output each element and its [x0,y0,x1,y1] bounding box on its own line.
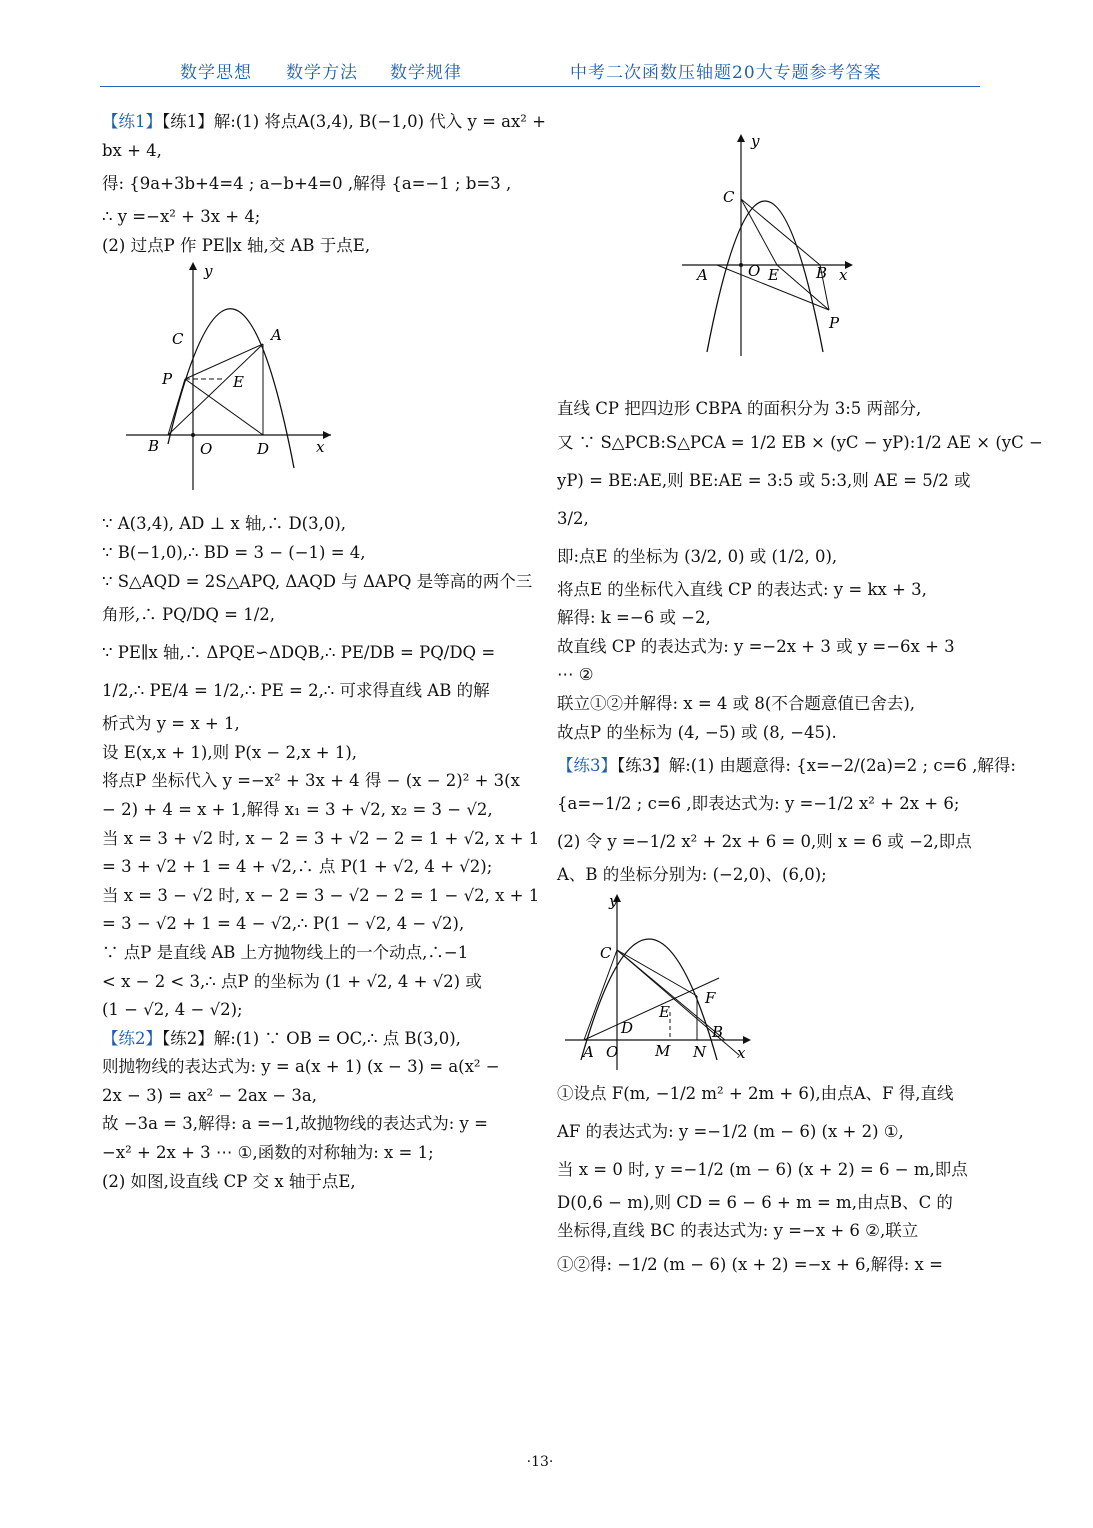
page-number: ·13· [526,1454,554,1470]
label-a: A [271,326,282,345]
text-line: 当 x = 3 + √2 时, x − 2 = 3 + √2 − 2 = 1 + √2, x + 1 [102,828,540,848]
label-e: E [233,373,244,392]
label-a: A [583,1042,594,1061]
text-line: 角形,∴ PQ/DQ = 1/2, [102,605,276,625]
text-line: ∵ PE∥x 轴,∴ ΔPQE∽ΔDQB,∴ PE/DB = PQ/DQ = [102,643,496,663]
text-line: = 3 − √2 + 1 = 4 − √2,∴ P(1 − √2, 4 − √2), [102,914,465,934]
text-line: (2) 如图,设直线 CP 交 x 轴于点E, [102,1171,356,1191]
text-line [557,747,1016,785]
text-line: yP) = BE:AE,则 BE:AE = 3:5 或 5:3,则 AE = 5/2 或 [557,470,971,490]
left-column [102,108,546,1196]
origin-point [191,433,195,437]
text-line: 故点P 的坐标为 (4, −5) 或 (8, −45). [557,722,837,742]
exercise-1-marker: 【练1】 [102,112,162,131]
label-x: x [839,266,848,284]
text-line: ①设点 F(m, −1/2 m² + 2m + 6),由点A、F 得,直线 [557,1083,954,1103]
text-line: 解得: k =−6 或 −2, [557,608,711,628]
label-n: N [693,1042,707,1061]
figure-2-parabola-diagram [667,130,1093,365]
text-line: 得: {9a+3b+4=4 ; a−b+4=0 ,解得 {a=−1 ; b=3 , [102,174,512,194]
label-e: E [768,266,779,284]
text-line: ∵ S△AQD = 2S△APQ, ΔAQD 与 ΔAPQ 是等高的两个三 [102,571,533,591]
label-p: P [829,314,840,332]
label-o: O [200,440,213,459]
figure-1-parabola-diagram [116,260,542,510]
text-line: (2) 过点P 作 PE∥x 轴,交 AB 于点E, [102,235,371,255]
label-c: C [723,188,735,206]
line-cb [741,199,820,265]
text-line: 1/2,∴ PE/4 = 1/2,∴ PE = 2,∴ 可求得直线 AB 的解 [102,681,490,701]
text-line: = 3 + √2 + 1 = 4 + √2,∴ 点 P(1 + √2, 4 + √2); [102,857,493,877]
text-line: 2x − 3) = ax² − 2ax − 3a, [102,1085,317,1105]
label-m: M [655,1041,671,1060]
label-o: O [748,262,761,280]
header-rule [100,86,980,87]
exercise-3-first-line: 【练3】解:(1) 由题意得: {x=−2/(2a)=2 ; c=6 ,解得: [617,756,1016,776]
text-line: ∵ A(3,4), AD ⊥ x 轴,∴ D(3,0), [102,514,347,534]
text-line: 将点P 坐标代入 y =−x² + 3x + 4 得 − (x − 2)² + 3(x [102,771,520,791]
header-tag-thought: 数学思想 [180,63,252,83]
text-line: 直线 CP 把四边形 CBPA 的面积分为 3:5 两部分, [557,399,922,418]
text-line: ①②得: −1/2 (m − 6) (x + 2) =−x + 6,解得: x = [557,1254,943,1274]
text-line: 将点E 的坐标代入直线 CP 的表达式: y = kx + 3, [557,579,927,599]
label-b: B [148,437,160,456]
text-line: 又 ∵ S△PCB:S△PCA = 1/2 EB × (yC − yP):1/2 AE × (yC − [557,432,1043,452]
text-line: D(0,6 − m),则 CD = 6 − 6 + m = m,由点B、C 的 [557,1192,953,1212]
running-header [100,54,980,88]
header-tag-method: 数学方法 [286,63,358,83]
label-y: y [751,132,760,150]
text-line: 析式为 y = x + 1, [102,714,240,734]
y-axis-arrow [737,134,745,142]
exercise-2-marker: 【练2】 [102,1028,162,1048]
text-line: (1 − √2, 4 − √2); [102,1000,243,1020]
text-line: 联立①②并解得: x = 4 或 8(不合题意值已舍去), [557,693,916,713]
text-line: 即:点E 的坐标为 (3/2, 0) 或 (1/2, 0), [557,546,838,566]
text-line: 故 −3a = 3,解得: a =−1,故抛物线的表达式为: y = [102,1114,488,1134]
text-line: 故直线 CP 的表达式为: y =−2x + 3 或 y =−6x + 3 [557,636,955,656]
text-line: ⋯ ② [557,665,594,685]
text-line: 当 x = 0 时, y =−1/2 (m − 6) (x + 2) = 6 − m,即点 [557,1159,968,1179]
label-a: A [697,266,708,284]
header-tag-rule: 数学规律 [390,63,462,83]
text-line: 设 E(x,x + 1),则 P(x − 2,x + 1), [102,742,358,762]
exercise-3-marker: 【练3】 [557,756,617,776]
text-line: (2) 令 y =−1/2 x² + 2x + 6 = 0,则 x = 6 或 −2,即点 [557,832,972,852]
text-line: bx + 4, [102,140,162,160]
label-x: x [316,438,325,457]
x-axis-arrow [743,1036,751,1044]
text-line: 坐标得,直线 BC 的表达式为: y =−x + 6 ②,联立 [557,1221,919,1241]
right-column [557,130,1043,1284]
label-c: C [600,943,612,962]
line-ce [741,199,777,265]
label-d: D [621,1018,634,1037]
label-y: y [609,891,618,910]
label-y: y [204,262,213,281]
text-line: 当 x = 3 − √2 时, x − 2 = 3 − √2 − 2 = 1 − √2, x + 1 [102,885,540,905]
text-line: −x² + 2x + 3 ⋯ ①,函数的对称轴为: x = 1; [102,1143,434,1163]
text-line: A、B 的坐标分别为: (−2,0)、(6,0); [557,865,827,885]
figure-3-parabola-diagram [557,890,983,1075]
label-p: P [162,370,173,389]
text-line: 3/2, [557,508,589,528]
figure-gap [557,365,983,395]
label-o: O [606,1042,619,1061]
text-line: − 2) + 4 = x + 1,解得 x₁ = 3 + √2, x₂ = 3 − √2, [102,799,493,819]
label-c: C [172,330,184,349]
label-d: D [257,440,270,459]
label-b: B [816,264,828,282]
origin-point [739,263,743,267]
text-line: ∵ 点P 是直线 AB 上方抛物线上的一个动点,∴−1 [102,942,469,962]
text-line: < x − 2 < 3,∴ 点P 的坐标为 (1 + √2, 4 + √2) 或 [102,971,482,991]
parabola-curve [707,201,823,352]
line-af [584,978,719,1040]
text-line: ∵ B(−1,0),∴ BD = 3 − (−1) = 4, [102,542,366,562]
label-x: x [737,1043,746,1062]
text-line [102,108,546,137]
text-line: 则抛物线的表达式为: y = a(x + 1) (x − 3) = a(x² − [102,1057,500,1077]
text-line: {a=−1/2 ; c=6 ,即表达式为: y =−1/2 x² + 2x + 6; [557,794,960,814]
exercise-1-first-line: 【练1】解:(1) 将点A(3,4), B(−1,0) 代入 y = ax² + [162,112,546,131]
exercise-2-first-line: 【练2】解:(1) ∵ OB = OC,∴ 点 B(3,0), [162,1028,461,1048]
text-line: AF 的表达式为: y =−1/2 (m − 6) (x + 2) ①, [557,1121,904,1141]
label-e: E [659,1002,670,1021]
line-ac [584,950,617,1040]
header-book-title: 中考二次函数压轴题20大专题参考答案 [570,63,882,83]
label-b: B [712,1022,724,1041]
text-line [102,1025,528,1054]
y-axis-arrow [189,262,197,270]
label-f: F [705,988,716,1007]
text-line: ∴ y =−x² + 3x + 4; [102,207,261,227]
